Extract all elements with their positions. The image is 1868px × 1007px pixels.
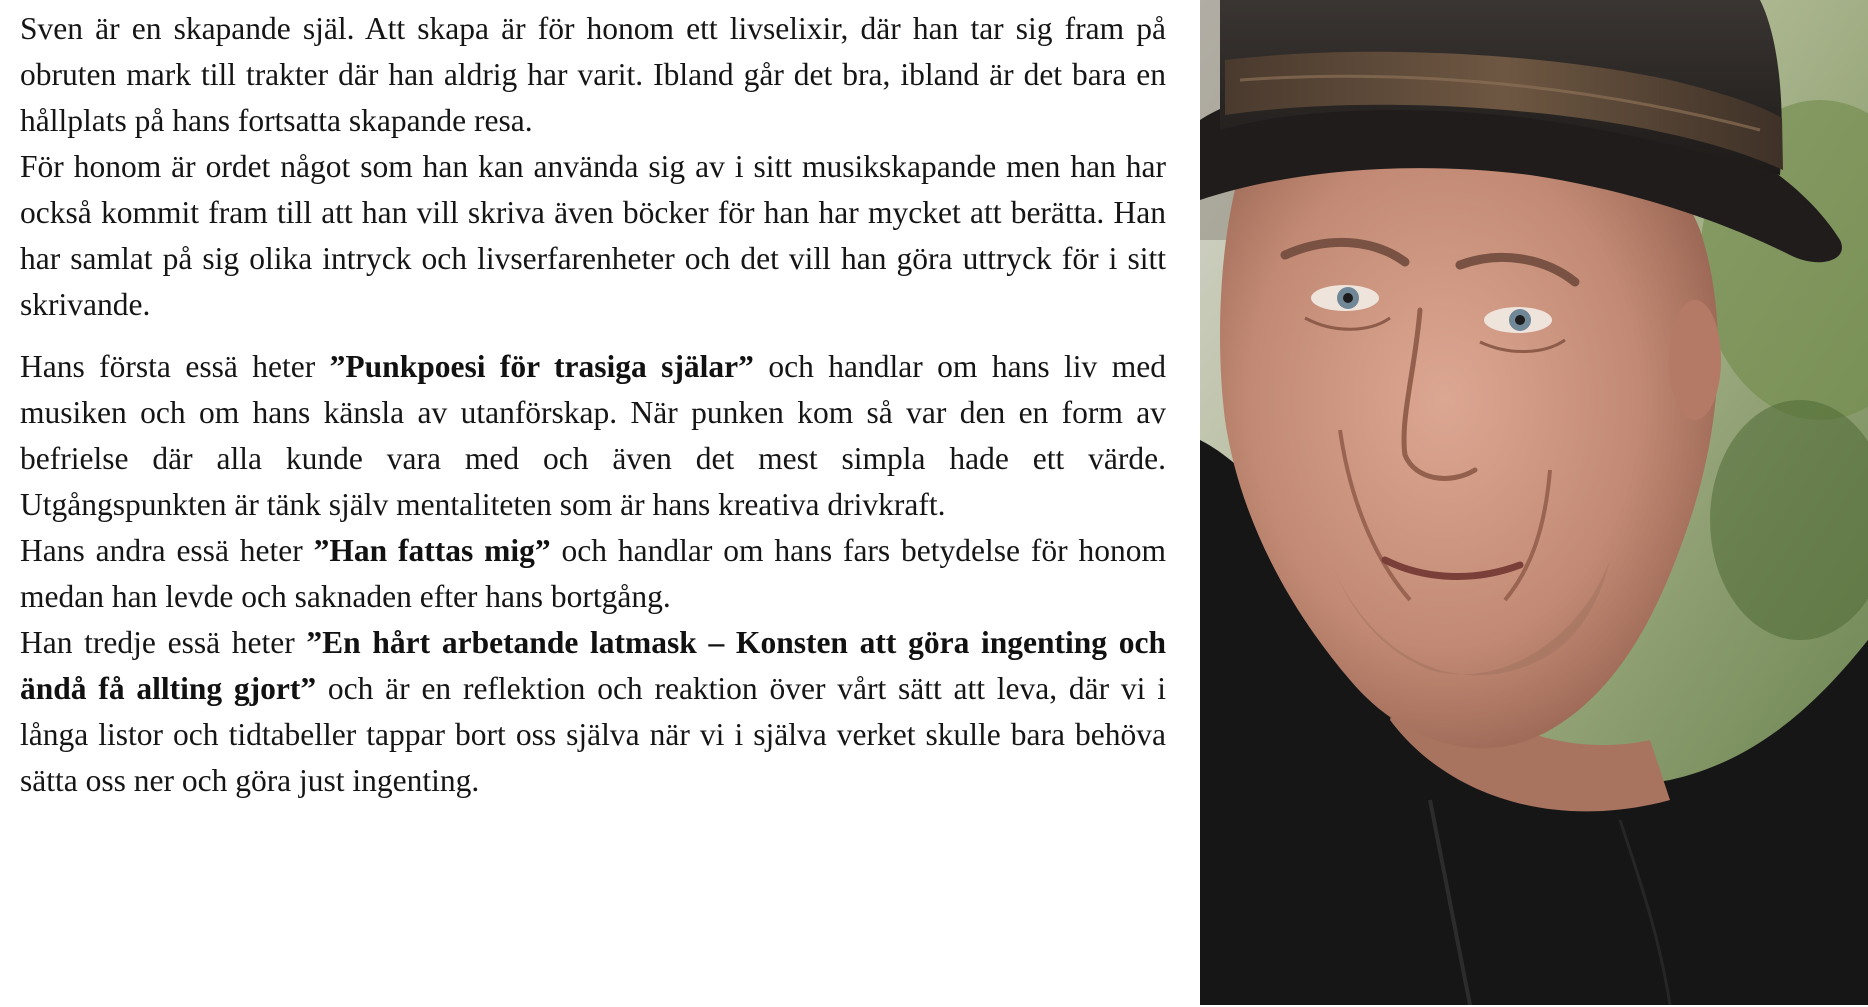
paragraph-second-essay [20,528,1166,620]
paragraph-first-essay [20,344,1166,528]
first-essay-title: ”Punkpoesi för trasiga själar” [329,349,754,384]
paragraph-writing [20,144,1166,328]
second-essay-description: och handlar om hans fars betydelse för honom medan han levde och saknaden efter hans bortgång. [20,533,1166,614]
paragraph-intro [20,6,1166,144]
third-essay-title: ”En hårt arbetande latmask – Konsten att göra ingenting och ändå få allting gjort” [20,625,1166,706]
second-essay-lead: Hans andra essä heter [20,533,314,568]
first-essay-description: och handlar om hans liv med musiken och om hans känsla av utanförskap. När punken kom så var den en form av befrielse där alla kunde vara med och även det mest simpla hade ett värde. Utgångspunkten är tänk själv mentaliteten som är hans kreativa drivkraft. [20,349,1166,522]
paragraph-writing-text: För honom är ordet något som han kan använda sig av i sitt musikskapande men han har också kommit fram till att han vill skriva även böcker för han har mycket att berätta. Han har samlat på sig olika intryck och livserfarenheter och det vill han göra uttryck för i sitt skrivande. [20,149,1166,322]
third-essay-description: och är en reflektion och reaktion över vårt sätt att leva, där vi i långa listor och tidtabeller tappar bort oss själva när vi i själva verket skulle bara behöva sätta oss ner och göra just ingenting. [20,671,1166,798]
third-essay-lead: Han tredje essä heter [20,625,307,660]
article-body [20,6,1166,804]
author-portrait [1200,0,1868,1005]
paragraph-third-essay [20,620,1166,804]
second-essay-title: ”Han fattas mig” [313,533,551,568]
first-essay-lead: Hans första essä heter [20,349,330,384]
paragraph-intro-text: Sven är en skapande själ. Att skapa är för honom ett livselixir, där han tar sig fram på obruten mark till trakter där han aldrig har varit. Ibland går det bra, ibland är det bara en hållplats på hans fortsatta skapande resa. [20,11,1166,138]
portrait-illustration [1200,0,1868,1005]
